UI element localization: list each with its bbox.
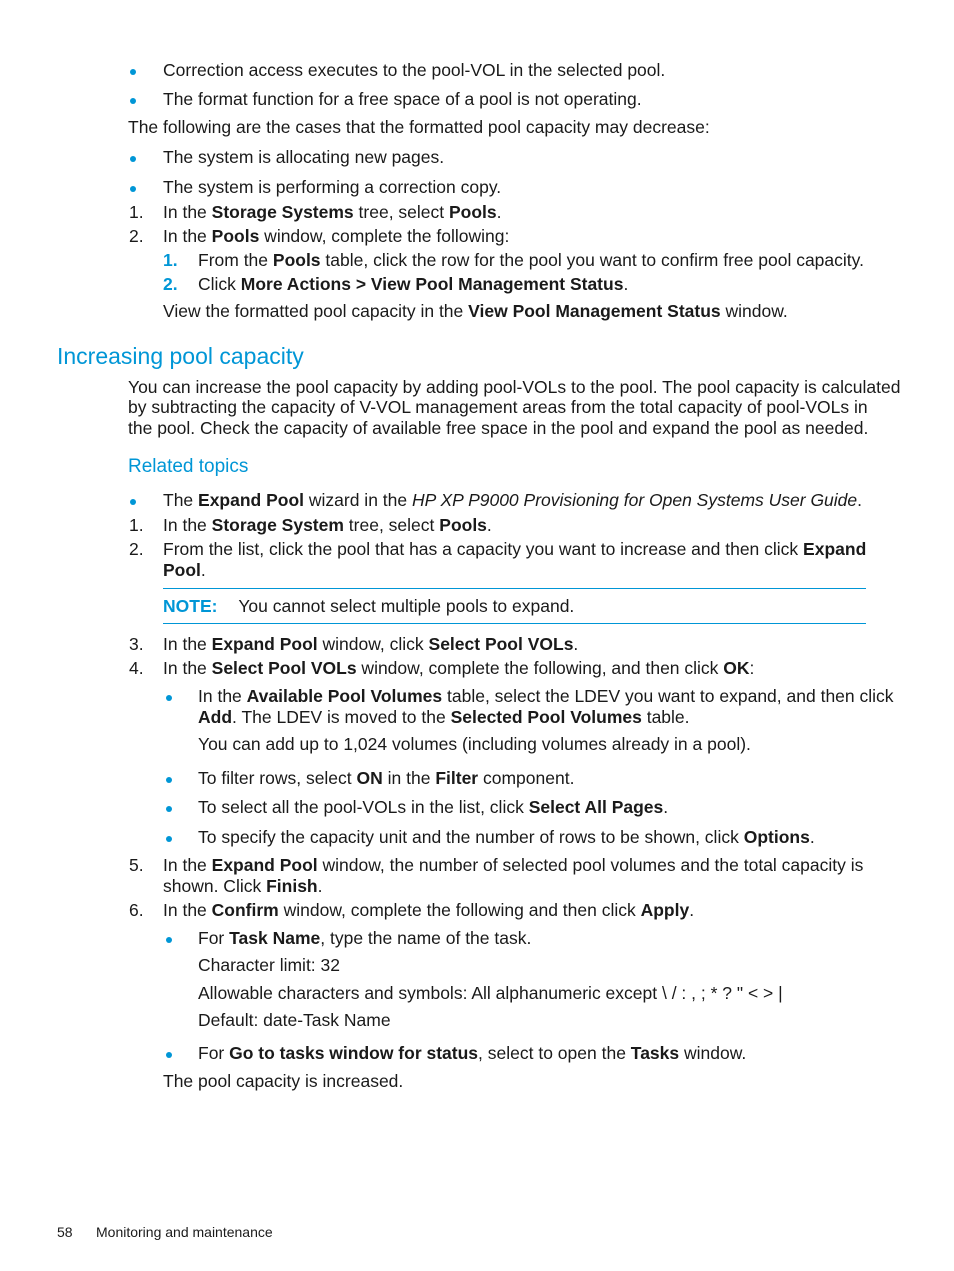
related-topic-item: The Expand Pool wizard in the HP XP P9000 Provisioning for Open Systems User Guide. xyxy=(163,490,863,510)
step-text: In the Storage Systems tree, select Pools. xyxy=(163,202,502,222)
bullet-text: Correction access executes to the pool-VOL in the selected pool. xyxy=(163,60,666,80)
step-text-cont: Pool. xyxy=(163,560,206,580)
bullet-icon xyxy=(130,69,136,75)
paragraph-line: You can increase the pool capacity by adding pool-VOLs to the pool. The pool capacity is calculated xyxy=(128,377,901,397)
note-top-rule xyxy=(163,588,866,589)
footer-section: Monitoring and maintenance xyxy=(96,1224,273,1240)
note xyxy=(163,596,574,617)
bullet-icon xyxy=(130,156,136,162)
bullet-text: For Task Name, type the name of the task. xyxy=(198,928,532,948)
bullet-text: In the Available Pool Volumes table, select the LDEV you want to expand, and then click xyxy=(198,686,894,706)
bullet-icon xyxy=(130,499,136,505)
bullet-text: The format function for a free space of a pool is not operating. xyxy=(163,89,642,109)
bullet-icon xyxy=(166,937,172,943)
bullet-icon xyxy=(130,98,136,104)
step-number: 1. xyxy=(129,202,144,222)
bullet-text: The system is performing a correction copy. xyxy=(163,177,502,197)
step-number: 2. xyxy=(129,539,144,559)
bullet-text: To select all the pool-VOLs in the list, click Select All Pages. xyxy=(198,797,669,817)
bullet-icon xyxy=(130,186,136,192)
paragraph: The following are the cases that the formatted pool capacity may decrease: xyxy=(128,117,710,137)
bullet-text: To specify the capacity unit and the number of rows to be shown, click Options. xyxy=(198,827,815,847)
substep-number: 1. xyxy=(163,250,178,270)
bullet-icon xyxy=(166,777,172,783)
bullet-icon xyxy=(166,1052,172,1058)
bullet-icon xyxy=(166,695,172,701)
bullet-text-cont: Allowable characters and symbols: All alphanumeric except \ / : , ; * ? " < > | xyxy=(198,983,783,1003)
bullet-text-cont: You can add up to 1,024 volumes (including volumes already in a pool). xyxy=(198,734,751,754)
step-number: 2. xyxy=(129,226,144,246)
step-number: 5. xyxy=(129,855,144,875)
note-bottom-rule xyxy=(163,623,866,624)
substep-text: From the Pools table, click the row for the pool you want to confirm free pool capacity. xyxy=(198,250,864,270)
bullet-text: To filter rows, select ON in the Filter component. xyxy=(198,768,575,788)
bullet-icon xyxy=(166,836,172,842)
step-text: In the Select Pool VOLs window, complete the following, and then click OK: xyxy=(163,658,755,678)
paragraph-line: the pool. Check the capacity of available free space in the pool and expand the pool as needed. xyxy=(128,418,869,438)
step-text-cont: shown. Click Finish. xyxy=(163,876,323,896)
step-text: In the Pools window, complete the following: xyxy=(163,226,510,246)
note-text: You cannot select multiple pools to expand. xyxy=(238,596,575,616)
paragraph-line: by subtracting the capacity of V-VOL management areas from the total capacity of pool-VOLs in xyxy=(128,397,868,417)
page-number: 58 xyxy=(57,1224,73,1240)
section-title: Increasing pool capacity xyxy=(57,343,304,369)
bullet-text: The system is allocating new pages. xyxy=(163,147,445,167)
step-text: In the Storage System tree, select Pools. xyxy=(163,515,492,535)
substep-text: Click More Actions > View Pool Management Status. xyxy=(198,274,629,294)
bullet-text-cont: Add. The LDEV is moved to the Selected Pool Volumes table. xyxy=(198,707,690,727)
bullet-text-cont: Default: date-Task Name xyxy=(198,1010,391,1030)
paragraph: The pool capacity is increased. xyxy=(163,1071,404,1091)
step-text: In the Expand Pool window, click Select Pool VOLs. xyxy=(163,634,579,654)
step-text: In the Confirm window, complete the following and then click Apply. xyxy=(163,900,695,920)
step-number: 4. xyxy=(129,658,144,678)
step-text: In the Expand Pool window, the number of selected pool volumes and the total capacity is xyxy=(163,855,864,875)
bullet-icon xyxy=(166,806,172,812)
bullet-text: For Go to tasks window for status, select to open the Tasks window. xyxy=(198,1043,747,1063)
substep-number: 2. xyxy=(163,274,178,294)
paragraph: View the formatted pool capacity in the View Pool Management Status window. xyxy=(163,301,788,321)
step-number: 3. xyxy=(129,634,144,654)
note-label: NOTE: xyxy=(163,596,218,616)
step-number: 6. xyxy=(129,900,144,920)
step-number: 1. xyxy=(129,515,144,535)
bullet-text-cont: Character limit: 32 xyxy=(198,955,340,975)
related-topics-title: Related topics xyxy=(128,456,249,477)
step-text: From the list, click the pool that has a capacity you want to increase and then click Expand xyxy=(163,539,867,559)
